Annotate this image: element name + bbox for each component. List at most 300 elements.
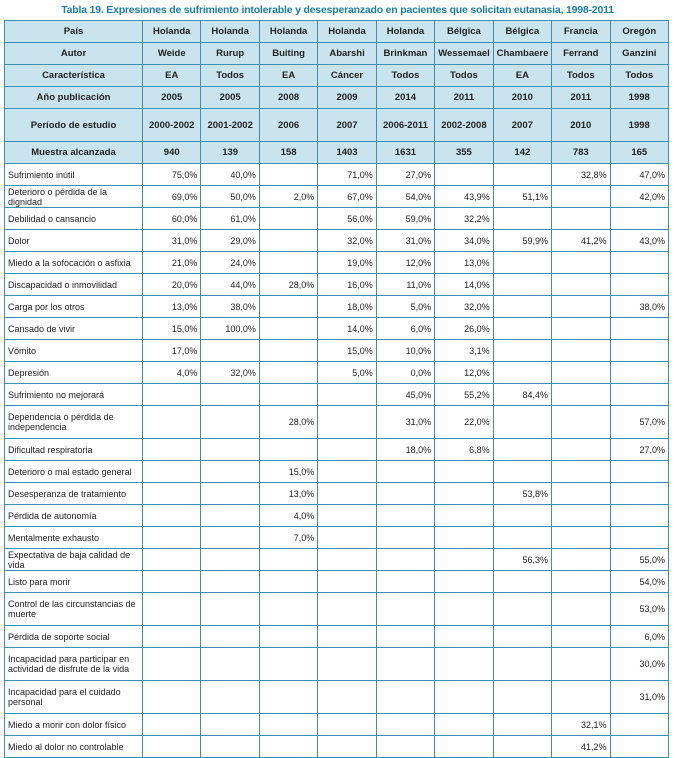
table-cell: 56,3% xyxy=(493,549,551,571)
table-cell xyxy=(201,549,259,571)
table-cell xyxy=(201,681,259,714)
table-cell xyxy=(552,296,610,318)
table-cell xyxy=(610,318,669,340)
table-cell xyxy=(493,461,551,483)
table-cell xyxy=(259,549,317,571)
table-cell xyxy=(435,505,493,527)
table-cell xyxy=(259,714,317,736)
table-cell: 32,0% xyxy=(318,230,376,252)
table-row xyxy=(5,648,669,681)
table-cell xyxy=(143,505,201,527)
header-row xyxy=(5,21,669,43)
table-cell xyxy=(143,571,201,593)
table-cell xyxy=(259,340,317,362)
table-cell xyxy=(552,406,610,439)
header-cell: Abarshi xyxy=(318,43,376,65)
row-label: Incapacidad para participar en actividad de disfrute de la vida xyxy=(5,648,143,681)
table-cell xyxy=(493,439,551,461)
row-label: Miedo al dolor no controlable xyxy=(5,736,143,758)
table-cell: 55,0% xyxy=(610,549,669,571)
table-cell: 12,0% xyxy=(376,252,434,274)
header-cell: Holanda xyxy=(259,21,317,43)
header-cell: 139 xyxy=(201,142,259,164)
table-cell xyxy=(318,384,376,406)
table-cell xyxy=(610,340,669,362)
table-cell xyxy=(552,208,610,230)
table-cell xyxy=(259,593,317,626)
table-cell xyxy=(259,318,317,340)
header-cell: Buiting xyxy=(259,43,317,65)
table-cell: 0,0% xyxy=(376,362,434,384)
table-cell: 28,0% xyxy=(259,274,317,296)
table-cell xyxy=(493,362,551,384)
table-cell xyxy=(201,505,259,527)
table-cell xyxy=(259,626,317,648)
header-cell: 355 xyxy=(435,142,493,164)
table-cell xyxy=(493,505,551,527)
table-cell xyxy=(493,626,551,648)
table-cell xyxy=(610,527,669,549)
table-cell xyxy=(259,648,317,681)
table-cell xyxy=(143,439,201,461)
table-row xyxy=(5,483,669,505)
table-cell xyxy=(610,362,669,384)
row-label: Deterioro o mal estado general xyxy=(5,461,143,483)
table-cell xyxy=(376,549,434,571)
table-cell xyxy=(493,296,551,318)
table-row xyxy=(5,274,669,296)
table-cell: 42,0% xyxy=(610,186,669,208)
table-cell xyxy=(552,648,610,681)
header-row xyxy=(5,65,669,87)
table-cell: 26,0% xyxy=(435,318,493,340)
table-cell: 59,9% xyxy=(493,230,551,252)
table-cell xyxy=(376,648,434,681)
header-row xyxy=(5,43,669,65)
row-label: Vómito xyxy=(5,340,143,362)
header-cell: 2014 xyxy=(376,87,434,109)
table-cell xyxy=(493,252,551,274)
table-cell xyxy=(318,593,376,626)
header-label: País xyxy=(5,21,143,43)
header-row xyxy=(5,109,669,142)
table-cell xyxy=(376,461,434,483)
table-cell: 32,2% xyxy=(435,208,493,230)
table-cell xyxy=(376,483,434,505)
table-cell xyxy=(318,681,376,714)
table-cell: 47,0% xyxy=(610,164,669,186)
table-cell: 40,0% xyxy=(201,164,259,186)
table-cell xyxy=(143,483,201,505)
table-cell: 5,0% xyxy=(318,362,376,384)
table-cell: 60,0% xyxy=(143,208,201,230)
row-label: Incapacidad para el cuidado personal xyxy=(5,681,143,714)
row-label: Desesperanza de tratamiento xyxy=(5,483,143,505)
table-cell xyxy=(610,483,669,505)
table-cell: 27,0% xyxy=(376,164,434,186)
table-cell xyxy=(610,505,669,527)
table-cell xyxy=(610,384,669,406)
table-cell xyxy=(435,571,493,593)
table-row xyxy=(5,164,669,186)
table-cell: 6,0% xyxy=(376,318,434,340)
header-cell: EA xyxy=(143,65,201,87)
table-cell xyxy=(143,714,201,736)
row-label: Dolor xyxy=(5,230,143,252)
table-cell xyxy=(259,164,317,186)
header-cell: 2002-2008 xyxy=(435,109,493,142)
table-cell: 67,0% xyxy=(318,186,376,208)
header-cell: Brinkman xyxy=(376,43,434,65)
header-cell: Holanda xyxy=(318,21,376,43)
header-cell: Rurup xyxy=(201,43,259,65)
table-cell xyxy=(610,736,669,758)
table-cell: 100,0% xyxy=(201,318,259,340)
table-cell: 84,4% xyxy=(493,384,551,406)
table-row xyxy=(5,439,669,461)
table-cell xyxy=(376,505,434,527)
table-cell xyxy=(493,208,551,230)
table-row xyxy=(5,527,669,549)
table-cell xyxy=(435,527,493,549)
row-label: Dependencia o pérdida de independencia xyxy=(5,406,143,439)
header-cell: 2007 xyxy=(493,109,551,142)
table-cell: 4,0% xyxy=(143,362,201,384)
header-cell: 2005 xyxy=(201,87,259,109)
table-row xyxy=(5,230,669,252)
table-cell xyxy=(435,593,493,626)
header-cell: 2008 xyxy=(259,87,317,109)
table-cell: 43,0% xyxy=(610,230,669,252)
table-cell: 2,0% xyxy=(259,186,317,208)
table-cell xyxy=(201,406,259,439)
row-label: Depresión xyxy=(5,362,143,384)
table-cell xyxy=(318,406,376,439)
table-cell: 43,9% xyxy=(435,186,493,208)
header-cell: 783 xyxy=(552,142,610,164)
header-cell: 1631 xyxy=(376,142,434,164)
table-cell: 24,0% xyxy=(201,252,259,274)
table-row xyxy=(5,186,669,208)
table-cell xyxy=(552,186,610,208)
table-cell xyxy=(376,681,434,714)
table-cell xyxy=(493,340,551,362)
header-cell: 2010 xyxy=(552,109,610,142)
table-cell xyxy=(376,571,434,593)
table-cell xyxy=(435,626,493,648)
header-cell: 1403 xyxy=(318,142,376,164)
table-cell: 31,0% xyxy=(143,230,201,252)
header-cell: Holanda xyxy=(376,21,434,43)
table-cell xyxy=(552,571,610,593)
table-cell xyxy=(493,648,551,681)
table-cell xyxy=(376,593,434,626)
row-label: Listo para morir xyxy=(5,571,143,593)
table-cell: 13,0% xyxy=(143,296,201,318)
table-cell xyxy=(259,296,317,318)
header-label: Año publicación xyxy=(5,87,143,109)
header-cell: Francia xyxy=(552,21,610,43)
table-cell: 44,0% xyxy=(201,274,259,296)
header-cell: Todos xyxy=(552,65,610,87)
row-label: Pérdida de soporte social xyxy=(5,626,143,648)
header-cell: 2001-2002 xyxy=(201,109,259,142)
table-cell xyxy=(143,736,201,758)
table-cell xyxy=(493,593,551,626)
table-cell: 54,0% xyxy=(610,571,669,593)
table-row xyxy=(5,626,669,648)
header-cell: Todos xyxy=(610,65,669,87)
table-cell: 18,0% xyxy=(376,439,434,461)
table-row xyxy=(5,208,669,230)
header-cell: Chambaere xyxy=(493,43,551,65)
table-cell: 31,0% xyxy=(376,230,434,252)
header-cell: 940 xyxy=(143,142,201,164)
table-cell: 38,0% xyxy=(610,296,669,318)
row-label: Expectativa de baja calidad de vida xyxy=(5,549,143,571)
table-cell xyxy=(552,362,610,384)
table-cell: 50,0% xyxy=(201,186,259,208)
table-cell: 19,0% xyxy=(318,252,376,274)
table-cell xyxy=(376,736,434,758)
header-cell: EA xyxy=(493,65,551,87)
table-cell: 20,0% xyxy=(143,274,201,296)
table-cell xyxy=(318,439,376,461)
header-cell: Weide xyxy=(143,43,201,65)
table-cell xyxy=(435,549,493,571)
table-cell: 32,8% xyxy=(552,164,610,186)
table-cell xyxy=(201,626,259,648)
table-cell xyxy=(318,736,376,758)
table-cell xyxy=(201,461,259,483)
table-cell xyxy=(493,681,551,714)
row-label: Pérdida de autonomía xyxy=(5,505,143,527)
table-cell xyxy=(610,208,669,230)
table-cell xyxy=(318,549,376,571)
table-cell xyxy=(552,318,610,340)
table-cell: 14,0% xyxy=(318,318,376,340)
table-cell: 15,0% xyxy=(259,461,317,483)
table-cell: 10,0% xyxy=(376,340,434,362)
header-cell: Cáncer xyxy=(318,65,376,87)
header-cell: 2011 xyxy=(552,87,610,109)
table-cell xyxy=(143,626,201,648)
table-cell xyxy=(610,274,669,296)
table-cell xyxy=(552,593,610,626)
header-cell: Todos xyxy=(435,65,493,87)
table-cell xyxy=(143,648,201,681)
table-cell xyxy=(201,571,259,593)
table-row xyxy=(5,714,669,736)
table-cell: 53,0% xyxy=(610,593,669,626)
table-cell xyxy=(493,527,551,549)
header-cell: Holanda xyxy=(201,21,259,43)
table-cell xyxy=(435,736,493,758)
header-cell: Bélgica xyxy=(435,21,493,43)
header-label: Muestra alcanzada xyxy=(5,142,143,164)
header-cell: 1998 xyxy=(610,109,669,142)
table-cell xyxy=(552,384,610,406)
table-cell: 71,0% xyxy=(318,164,376,186)
table-cell: 51,1% xyxy=(493,186,551,208)
table-cell: 31,0% xyxy=(376,406,434,439)
table-cell: 15,0% xyxy=(143,318,201,340)
table-cell xyxy=(259,736,317,758)
table-cell xyxy=(493,318,551,340)
header-label: Característica xyxy=(5,65,143,87)
header-label: Autor xyxy=(5,43,143,65)
table-cell: 15,0% xyxy=(318,340,376,362)
row-label: Debilidad o cansancio xyxy=(5,208,143,230)
table-cell xyxy=(610,714,669,736)
table-cell xyxy=(201,384,259,406)
row-label: Carga por los otros xyxy=(5,296,143,318)
table-cell: 31,0% xyxy=(610,681,669,714)
table-cell: 16,0% xyxy=(318,274,376,296)
table-cell: 29,0% xyxy=(201,230,259,252)
table-cell: 38,0% xyxy=(201,296,259,318)
table-row xyxy=(5,252,669,274)
table-cell xyxy=(493,274,551,296)
table-row xyxy=(5,340,669,362)
table-cell xyxy=(552,527,610,549)
table-row xyxy=(5,384,669,406)
header-cell: Bélgica xyxy=(493,21,551,43)
table-cell: 41,2% xyxy=(552,230,610,252)
header-cell: Holanda xyxy=(143,21,201,43)
table-cell: 53,8% xyxy=(493,483,551,505)
table-cell xyxy=(552,483,610,505)
table-cell: 57,0% xyxy=(610,406,669,439)
row-label: Dificultad respiratoria xyxy=(5,439,143,461)
table-cell xyxy=(552,505,610,527)
table-cell xyxy=(435,461,493,483)
table-cell xyxy=(259,439,317,461)
table-cell: 75,0% xyxy=(143,164,201,186)
header-cell: 165 xyxy=(610,142,669,164)
table-cell xyxy=(143,593,201,626)
table-row xyxy=(5,593,669,626)
table-cell xyxy=(201,340,259,362)
table-cell: 6,0% xyxy=(610,626,669,648)
header-cell: Wessemael xyxy=(435,43,493,65)
table-cell xyxy=(435,164,493,186)
table-cell xyxy=(259,681,317,714)
header-cell: 2006-2011 xyxy=(376,109,434,142)
row-label: Deterioro o pérdida de la dignidad xyxy=(5,186,143,208)
table-cell: 41,2% xyxy=(552,736,610,758)
table-cell xyxy=(552,461,610,483)
table-cell: 45,0% xyxy=(376,384,434,406)
table-cell xyxy=(201,648,259,681)
table-row xyxy=(5,461,669,483)
table-row xyxy=(5,406,669,439)
header-cell: 2006 xyxy=(259,109,317,142)
header-cell: 2007 xyxy=(318,109,376,142)
table-cell xyxy=(318,461,376,483)
table-cell xyxy=(259,230,317,252)
table-cell: 13,0% xyxy=(435,252,493,274)
table-cell: 56,0% xyxy=(318,208,376,230)
table-cell: 54,0% xyxy=(376,186,434,208)
table-cell xyxy=(552,549,610,571)
row-label: Miedo a la sofocación o asfixia xyxy=(5,252,143,274)
table-cell xyxy=(143,384,201,406)
header-cell: 1998 xyxy=(610,87,669,109)
table-cell xyxy=(201,714,259,736)
row-label: Sufrimiento inútil xyxy=(5,164,143,186)
table-cell xyxy=(259,571,317,593)
header-cell: 142 xyxy=(493,142,551,164)
table-cell xyxy=(143,406,201,439)
table-cell xyxy=(435,483,493,505)
table-cell xyxy=(318,626,376,648)
table-cell xyxy=(552,681,610,714)
header-cell: 2010 xyxy=(493,87,551,109)
table-cell: 4,0% xyxy=(259,505,317,527)
table-cell: 22,0% xyxy=(435,406,493,439)
table-cell xyxy=(552,252,610,274)
table-cell: 3,1% xyxy=(435,340,493,362)
table-cell xyxy=(201,593,259,626)
table-cell xyxy=(493,714,551,736)
table-cell xyxy=(143,461,201,483)
table-cell xyxy=(493,571,551,593)
table-cell xyxy=(201,527,259,549)
table-row xyxy=(5,505,669,527)
row-label: Mentalmente exhausto xyxy=(5,527,143,549)
table-cell: 69,0% xyxy=(143,186,201,208)
table-cell: 5,0% xyxy=(376,296,434,318)
table-cell xyxy=(259,252,317,274)
table-cell: 34,0% xyxy=(435,230,493,252)
table-cell xyxy=(201,439,259,461)
table-cell xyxy=(318,648,376,681)
table-cell xyxy=(552,340,610,362)
table-cell xyxy=(493,406,551,439)
table-row xyxy=(5,571,669,593)
table-cell xyxy=(435,681,493,714)
table-cell: 17,0% xyxy=(143,340,201,362)
table-cell: 18,0% xyxy=(318,296,376,318)
table-cell xyxy=(435,648,493,681)
table-cell: 6,8% xyxy=(435,439,493,461)
table-cell: 32,0% xyxy=(435,296,493,318)
table-cell xyxy=(376,626,434,648)
header-cell: 2011 xyxy=(435,87,493,109)
table-cell xyxy=(143,681,201,714)
header-cell: Todos xyxy=(201,65,259,87)
table-cell: 14,0% xyxy=(435,274,493,296)
table-cell xyxy=(318,714,376,736)
table-cell: 13,0% xyxy=(259,483,317,505)
table-cell: 21,0% xyxy=(143,252,201,274)
table-cell xyxy=(610,461,669,483)
row-label: Miedo a morir con dolor físico xyxy=(5,714,143,736)
header-label: Período de estudio xyxy=(5,109,143,142)
header-cell: 2009 xyxy=(318,87,376,109)
table-row xyxy=(5,362,669,384)
table-cell: 27,0% xyxy=(610,439,669,461)
table-cell: 61,0% xyxy=(201,208,259,230)
table-row xyxy=(5,549,669,571)
table-row xyxy=(5,736,669,758)
header-cell: 2000-2002 xyxy=(143,109,201,142)
table-cell: 30,0% xyxy=(610,648,669,681)
header-cell: 158 xyxy=(259,142,317,164)
row-label: Sufrimiento no mejorará xyxy=(5,384,143,406)
table-cell xyxy=(318,483,376,505)
